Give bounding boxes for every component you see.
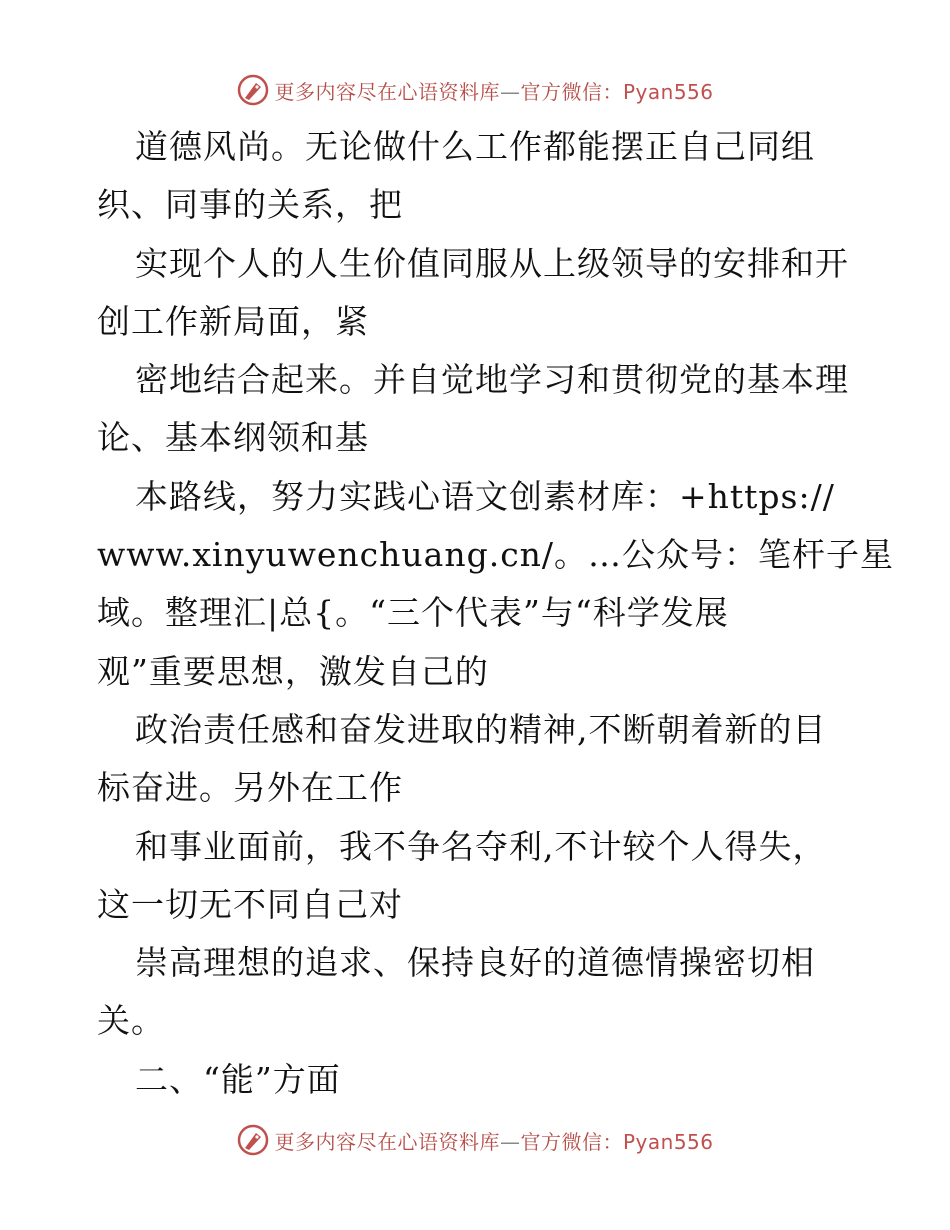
body-line: 道德风尚。无论做什么工作都能摆正自己同组 bbox=[135, 127, 815, 166]
footer-watermark-banner bbox=[0, 1120, 950, 1160]
body-line: 本路线，努力实践心语文创素材库：+https:// bbox=[135, 476, 835, 516]
body-line: 论、基本纲领和基 bbox=[97, 418, 369, 458]
body-line: 崇高理想的追求、保持良好的道德情操密切相 bbox=[135, 943, 815, 983]
pen-nib-logo-icon bbox=[236, 1123, 270, 1157]
body-line: 和事业面前，我不争名夺利,不计较个人得失， bbox=[135, 826, 827, 866]
pen-nib-logo-icon bbox=[236, 73, 270, 107]
body-line: 域。整理汇|总{。“三个代表”与“科学发展 bbox=[97, 593, 729, 633]
body-line: 标奋进。另外在工作 bbox=[97, 768, 403, 808]
banner-text: 更多内容尽在心语资料库—官方微信：Pyan556 bbox=[274, 1129, 714, 1154]
document-body bbox=[97, 118, 895, 1109]
body-line: 织、同事的关系，把 bbox=[97, 185, 403, 225]
body-line: 关。 bbox=[97, 1001, 165, 1041]
section-heading: 二、“能”方面 bbox=[135, 1059, 341, 1099]
header-watermark-banner bbox=[0, 70, 950, 110]
body-line: 政治责任感和奋发进取的精神,不断朝着新的目 bbox=[135, 709, 827, 749]
body-line: 密地结合起来。并自觉地学习和贯彻党的基本理 bbox=[135, 360, 849, 400]
body-line: 实现个人的人生价值同服从上级领导的安排和开 bbox=[135, 243, 849, 283]
banner-text: 更多内容尽在心语资料库—官方微信：Pyan556 bbox=[274, 79, 714, 104]
body-line: 这一切无不同自己对 bbox=[97, 884, 403, 924]
body-line: 观”重要思想，激发自己的 bbox=[97, 651, 489, 691]
body-line: 创工作新局面，紧 bbox=[97, 301, 369, 341]
body-line: www.xinyuwenchuang.cn/。…公众号：笔杆子星 bbox=[97, 535, 895, 575]
